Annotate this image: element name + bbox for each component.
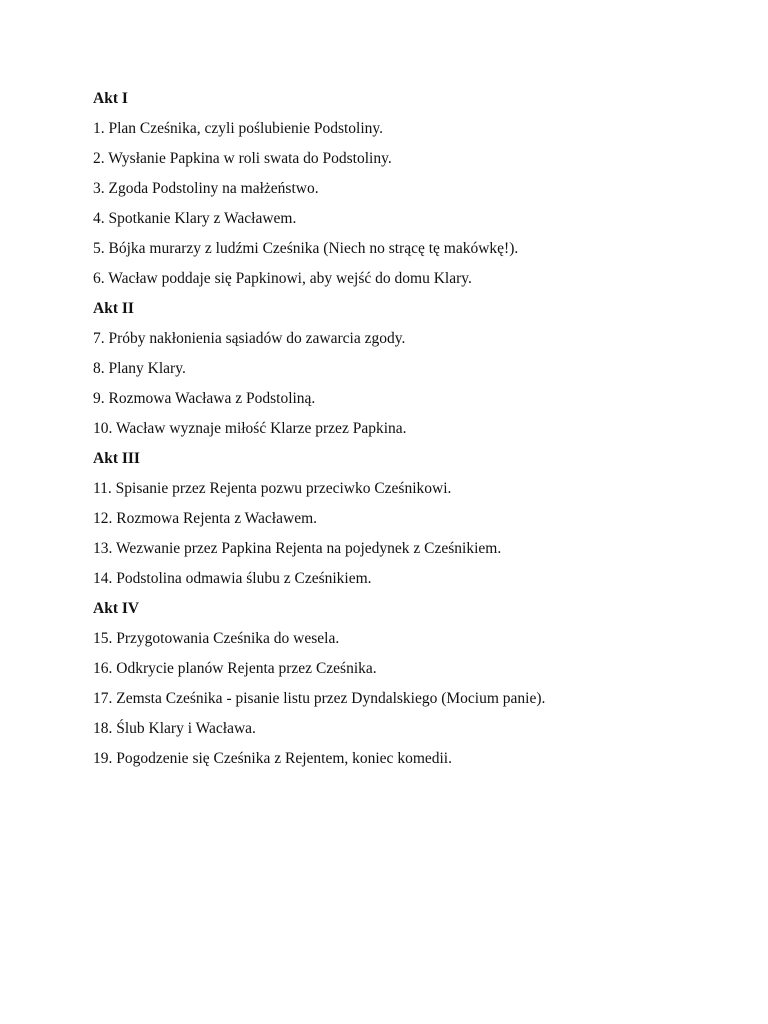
act-section-2 (93, 294, 733, 444)
list-item: 18. Ślub Klary i Wacława. (93, 720, 256, 737)
list-item: 19. Pogodzenie się Cześnika z Rejentem, koniec komedii. (93, 750, 452, 767)
list-item: 9. Rozmowa Wacława z Podstoliną. (93, 390, 316, 407)
act-section-1 (93, 84, 733, 294)
list-item: 4. Spotkanie Klary z Wacławem. (93, 210, 297, 227)
act-heading: Akt I (93, 90, 128, 107)
list-item: 14. Podstolina odmawia ślubu z Cześnikiem. (93, 570, 372, 587)
list-item: 10. Wacław wyznaje miłość Klarze przez Papkina. (93, 420, 407, 437)
list-item: 13. Wezwanie przez Papkina Rejenta na pojedynek z Cześnikiem. (93, 540, 502, 557)
list-item: 3. Zgoda Podstoliny na małżeństwo. (93, 180, 319, 197)
list-item: 8. Plany Klary. (93, 360, 186, 377)
act-section-4 (93, 594, 733, 774)
act-section-3 (93, 444, 733, 594)
document-page (93, 84, 733, 774)
act-heading: Akt III (93, 450, 140, 467)
list-item: 11. Spisanie przez Rejenta pozwu przeciwko Cześnikowi. (93, 480, 452, 497)
list-item: 1. Plan Cześnika, czyli poślubienie Podstoliny. (93, 120, 384, 137)
list-item: 2. Wysłanie Papkina w roli swata do Podstoliny. (93, 150, 392, 167)
list-item: 15. Przygotowania Cześnika do wesela. (93, 630, 340, 647)
act-heading: Akt IV (93, 600, 140, 617)
list-item: 17. Zemsta Cześnika - pisanie listu przez Dyndalskiego (Mocium panie). (93, 690, 546, 707)
list-item: 7. Próby nakłonienia sąsiadów do zawarcia zgody. (93, 330, 406, 347)
list-item: 16. Odkrycie planów Rejenta przez Cześnika. (93, 660, 377, 677)
list-item: 5. Bójka murarzy z ludźmi Cześnika (Niech no strącę tę makówkę!). (93, 240, 519, 257)
list-item: 6. Wacław poddaje się Papkinowi, aby wejść do domu Klary. (93, 270, 472, 287)
list-item: 12. Rozmowa Rejenta z Wacławem. (93, 510, 318, 527)
act-heading: Akt II (93, 300, 134, 317)
